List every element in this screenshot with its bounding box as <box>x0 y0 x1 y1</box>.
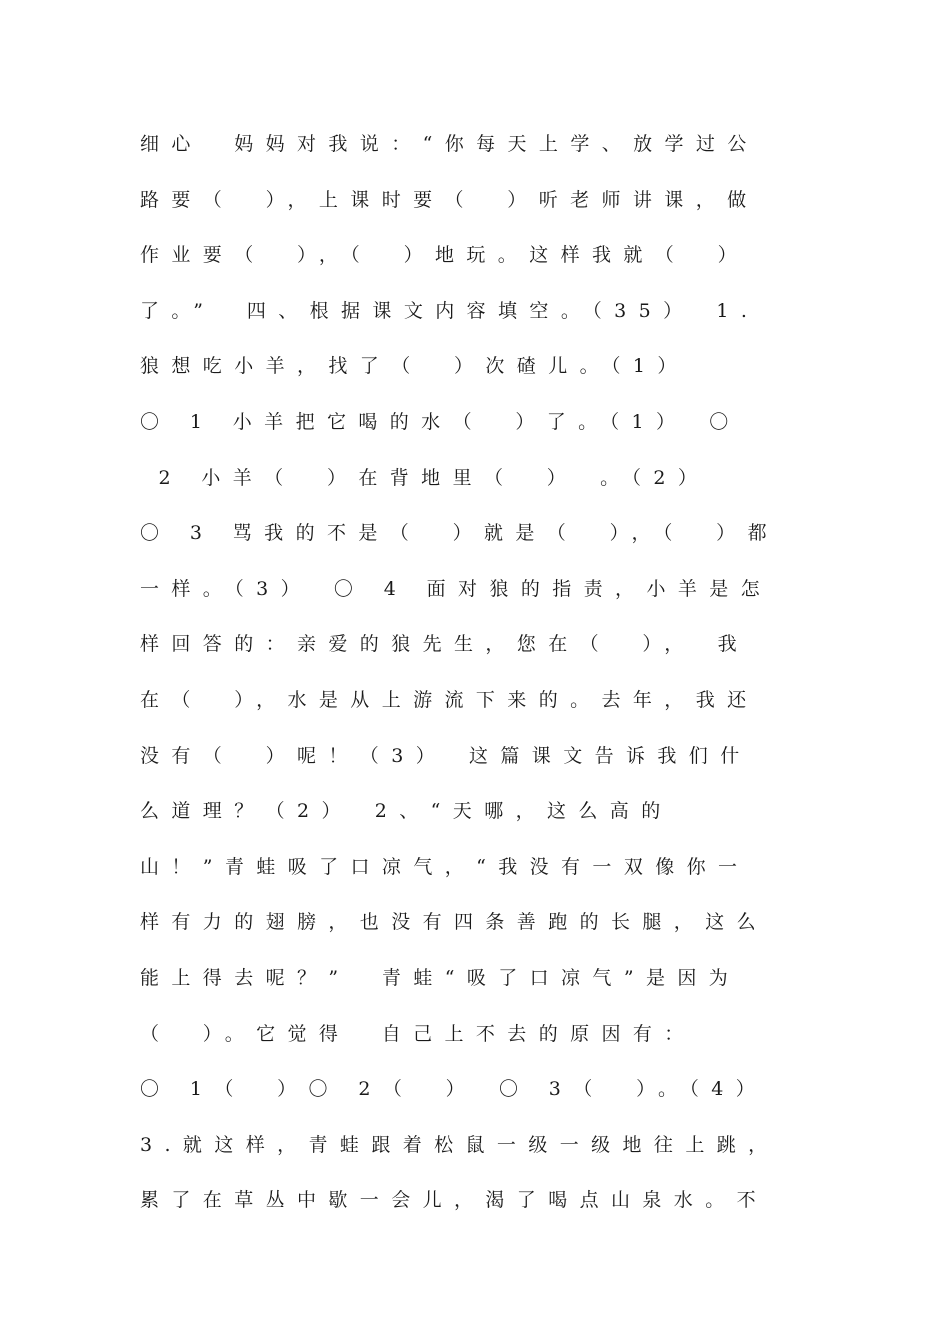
text-line-16: 能上得去呢？” 青蛙“吸了口凉气”是因为 <box>140 967 741 989</box>
text-line-5: 狼想吃小羊，找了（ ）次碴儿。（1） <box>140 355 689 377</box>
text-line-1: 细心 妈妈对我说：“你每天上学、放学过公 <box>140 133 759 155</box>
text-line-10: 样回答的：亲爱的狼先生，您在（ ）， 我 <box>140 633 750 655</box>
text-line-4: 了。” 四、根据课文内容填空。（35） 1. <box>140 300 760 322</box>
text-line-9: 一样。（3） 〇 4 面对狼的指责，小羊是怎 <box>140 578 773 600</box>
text-line-18: 〇 1（ ）〇 2（ ） 〇 3（ ）。（4） <box>140 1078 768 1100</box>
text-line-8: 〇 3 骂我的不是（ ）就是（ ），（ ）都 <box>140 522 779 544</box>
text-line-15: 样有力的翅膀，也没有四条善跑的长腿，这么 <box>140 911 769 933</box>
text-line-3: 作业要（ ），（ ）地玩。这样我就（ ） <box>140 244 750 266</box>
text-line-13: 么道理？（2） 2、“天哪，这么高的 <box>140 800 673 822</box>
text-line-20: 累了在草丛中歇一会儿，渴了喝点山泉水。不 <box>140 1189 769 1211</box>
text-line-7: 2 小羊（ ）在背地里（ ） 。（2） <box>140 467 710 489</box>
text-line-2: 路要（ ），上课时要（ ）听老师讲课，做 <box>140 189 759 211</box>
text-line-17: （ ）。它觉得 自己上不去的原因有： <box>140 1023 696 1045</box>
text-line-14: 山！”青蛙吸了口凉气，“我没有一双像你一 <box>140 856 750 878</box>
text-line-6: 〇 1 小羊把它喝的水（ ）了。（1） 〇 <box>140 411 741 433</box>
text-line-12: 没有（ ）呢！（3） 这篇课文告诉我们什 <box>140 745 752 767</box>
text-line-11: 在（ ），水是从上游流下来的。去年，我还 <box>140 689 759 711</box>
text-line-19: 3.就这样，青蛙跟着松鼠一级一级地往上跳， <box>140 1134 780 1156</box>
